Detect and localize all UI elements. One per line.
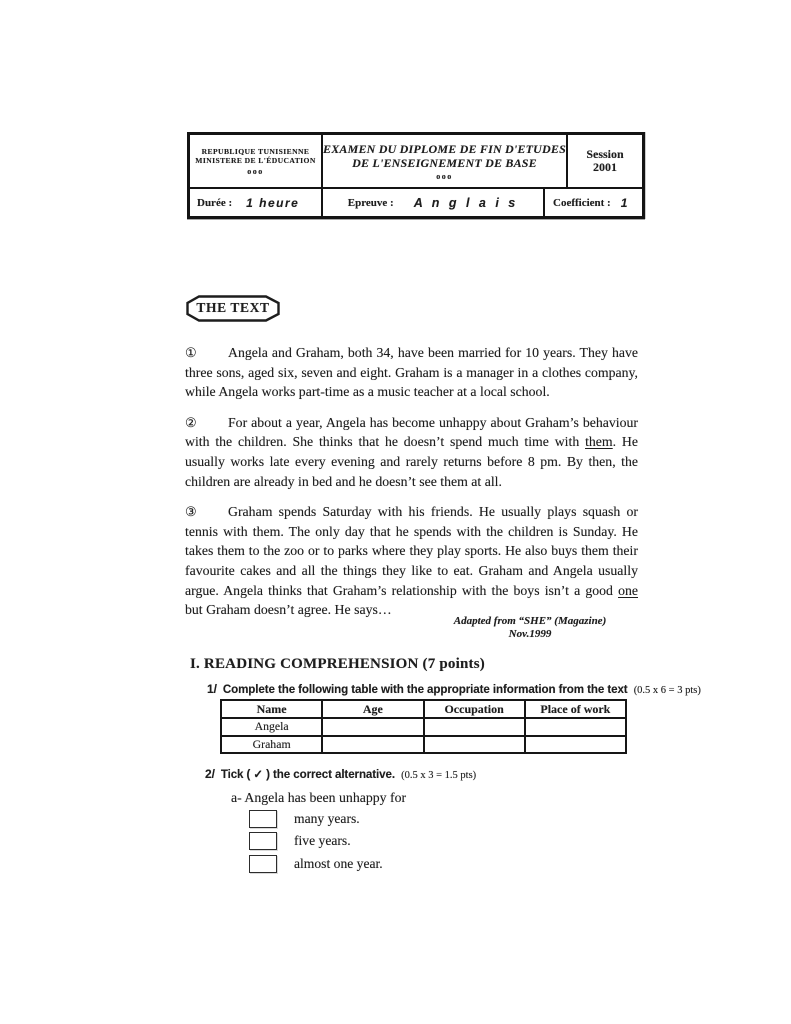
reading-passage — [185, 343, 638, 620]
column-header-name: Name — [221, 700, 322, 718]
table-row — [221, 736, 626, 754]
cell-name: Graham — [221, 736, 322, 754]
session-label: Session — [586, 147, 624, 161]
cell-blank — [525, 736, 626, 754]
question-1-text: Complete the following table with the appropriate information from the text — [222, 683, 628, 696]
passage-paragraph-1 — [185, 343, 638, 402]
cell-name: Angela — [221, 718, 322, 736]
column-header-occupation: Occupation — [424, 700, 525, 718]
option-row — [249, 809, 383, 828]
header-bottom-row — [190, 189, 642, 216]
badge-label: THE TEXT — [196, 299, 270, 315]
cell-blank — [322, 718, 423, 736]
question-1-points: (0.5 x 6 = 3 pts) — [633, 685, 701, 696]
paragraph-text: Angela and Graham, both 34, have been married for 10 years. They have three sons, aged six, seven and eight. Graham is a manager in a clothes company, while Angela works part-time as a music teacher at a local school. — [185, 345, 638, 400]
passage-paragraph-3 — [185, 502, 638, 620]
paragraph-text: Graham spends Saturday with his friends. He usually plays squash or tennis with them. The only day that he spends with the children is Sunday. He takes them to the zoo or to parks where they play sports. He also buys them their favourite cakes and all the things they like to eat. Graham and Angela usually argue. Angela thinks that Graham’s relationship with the boys isn’t a good — [185, 504, 638, 598]
ministry-cell — [190, 135, 321, 187]
coefficient-label: Coefficient : — [553, 196, 611, 209]
subject-label: Epreuve : — [347, 196, 394, 209]
coefficient-value: 1 — [620, 195, 628, 210]
question-2a-stem: a- Angela has been unhappy for — [231, 790, 407, 805]
option-row — [249, 854, 383, 873]
duration-label: Durée : — [197, 196, 233, 209]
table-header-row — [221, 700, 626, 718]
question-2-number: 2/ — [205, 767, 215, 781]
attribution-line1: Adapted from “SHE” (Magazine) — [453, 615, 607, 627]
underlined-word: them — [585, 434, 613, 450]
ministry-name-line2: MINISTERE DE L'ÉDUCATION — [195, 155, 316, 165]
paragraph-text: but Graham doesn’t agree. He says… — [185, 602, 392, 618]
section-title: I. READING COMPREHENSION (7 points) — [190, 656, 485, 672]
session-year: 2001 — [593, 160, 617, 174]
subject-value: A n g l a i s — [413, 195, 519, 210]
attribution-line2: Nov.1999 — [508, 627, 552, 640]
question-2-points: (0.5 x 3 = 1.5 pts) — [401, 770, 477, 781]
ministry-name-line1: REPUBLIQUE TUNISIENNE — [201, 146, 310, 156]
cell-blank — [424, 736, 525, 754]
exam-title-line2: DE L'ENSEIGNEMENT DE BASE — [352, 155, 537, 170]
paragraph-text: . He usually works late every evening and rarely returns before 8 pm. By then, the children are already in bed and he doesn’t see them at all. — [185, 434, 638, 489]
the-text-badge — [186, 295, 280, 322]
exam-title-cell — [321, 135, 566, 187]
cell-blank — [322, 736, 423, 754]
paragraph-text: For about a year, Angela has become unhappy about Graham’s behaviour with the children. She thinks that he doesn’t spend much time with — [185, 414, 638, 450]
column-header-place-of-work: Place of work — [525, 700, 626, 718]
header-top-row — [190, 135, 642, 189]
tick-box — [249, 810, 277, 828]
duration-cell — [190, 189, 321, 216]
option-label: almost one year. — [294, 855, 383, 871]
paragraph-number: ① — [185, 345, 197, 360]
exam-title-line1: EXAMEN DU DIPLOME DE FIN D'ETUDES — [323, 141, 566, 156]
separator-dots: ooo — [436, 171, 453, 181]
tick-box — [249, 855, 277, 873]
answer-options — [249, 809, 383, 877]
question-2 — [205, 767, 476, 781]
paragraph-number: ③ — [185, 504, 197, 520]
session-cell — [566, 135, 642, 187]
coefficient-cell — [543, 189, 642, 216]
source-attribution — [420, 615, 640, 640]
option-label: many years. — [294, 810, 360, 826]
cell-blank — [525, 718, 626, 736]
question-2-text: Tick ( ✓ ) the correct alternative. — [220, 768, 395, 781]
question-1-number: 1/ — [207, 682, 217, 696]
option-label: five years. — [294, 833, 351, 848]
exam-header-table — [187, 132, 645, 219]
paragraph-number: ② — [185, 414, 197, 430]
passage-paragraph-2 — [185, 413, 638, 491]
column-header-age: Age — [322, 700, 423, 718]
tick-box — [249, 832, 277, 850]
separator-dots: ooo — [247, 166, 264, 176]
cell-blank — [424, 718, 525, 736]
question-1 — [207, 682, 701, 696]
subject-cell — [321, 189, 543, 216]
info-table — [220, 699, 627, 754]
table-row — [221, 718, 626, 736]
option-row — [249, 832, 383, 851]
duration-value: 1 heure — [246, 195, 300, 210]
underlined-word: one — [618, 582, 638, 598]
